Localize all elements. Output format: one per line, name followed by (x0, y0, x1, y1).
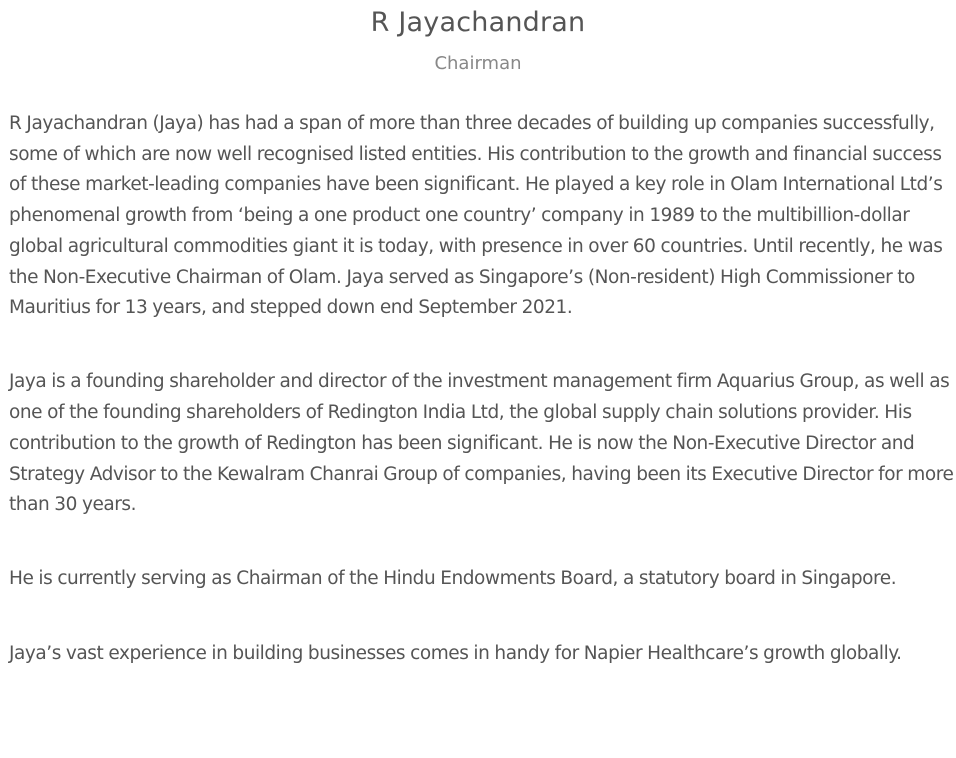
bio-paragraph: He is currently serving as Chairman of the Hindu Endowments Board, a statutory board in Singapore. (9, 568, 897, 590)
profile-name: R Jayachandran (370, 7, 586, 38)
bio-paragraph: R Jayachandran (Jaya) has had a span of more than three decades of building up companies successfully, some of which are now well recognised listed entities. His contribution to the growth and financial success of these market-leading companies have been significant. He played a key role in Olam International Ltd’s phenomenal growth from ‘being a one product one country’ company in 1989 to the multibillion-dollar global agricultural commodities giant it is today, with presence in over 60 countries. Until recently, he was the Non-Executive Chairman of Olam. Jaya served as Singapore’s (Non-resident) High Commissioner to Mauritius for 13 years, and stepped down end September 2021. (9, 113, 943, 319)
bio-paragraph: Jaya’s vast experience in building businesses comes in handy for Napier Healthcare’s growth globally. (9, 642, 902, 664)
profile-role: Chairman (434, 53, 522, 74)
profile-bio (9, 109, 954, 713)
bio-paragraph: Jaya is a founding shareholder and director of the investment management firm Aquarius Group, as well as one of the founding shareholders of Redington India Ltd, the global supply chain solutions provider. His contribution to the growth of Redington has been significant. He is now the Non-Executive Director and Strategy Advisor to the Kewalram Chanrai Group of companies, having been its Executive Director for more than 30 years. (9, 371, 954, 516)
